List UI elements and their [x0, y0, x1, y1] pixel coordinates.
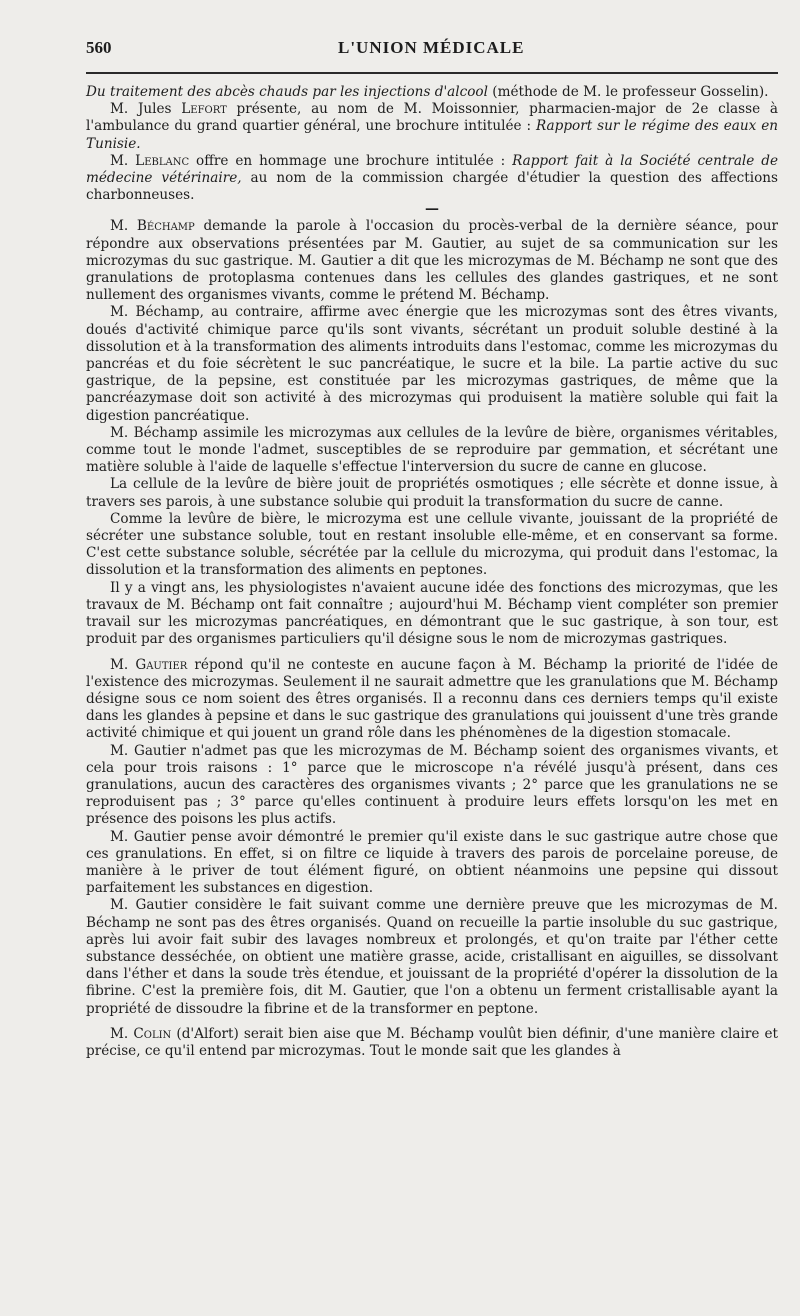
paragraph-gautier-reply: [86, 657, 778, 743]
paragraph-gosselin: [86, 84, 778, 101]
journal-title: L'UNION MÉDICALE: [338, 38, 525, 57]
paragraph-three-reasons: M. Gautier n'admet pas que les microzymas de M. Béchamp soient des organismes vivants, et cela pour trois raisons : 1° parce que le microscope n'a révélé jusqu'à présent, dans ces granulations, aucun des caractères des organismes vivants ; 2° parce que les granulations ne se reproduisent pas ; 3° parce qu'elles continuent à produire leurs effets lorsqu'on les met en présence des poisons les plus actifs.: [86, 742, 778, 828]
speaker-name: Leblanc: [135, 152, 190, 169]
text-run: (d'Alfort) serait bien aise que M. Béchamp voulût bien définir, d'une manière claire et précise, ce qu'il entend par microzymas. Tout le monde sait que les glandes à: [86, 1025, 778, 1059]
text-run: demande la parole à l'occasion du procès-verbal de la dernière séance, pour répondre aux observations présentées par M. Gautier, au sujet de sa communication sur les microzymas du suc gastrique. M. Gautier a dit que les microzymas de M. Béchamp ne sont que des granulations de protoplasma contenues dans les cellules des glandes gastriques, et ne sont nullement des organismes vivants, comme le prétend M. Béchamp.: [86, 218, 778, 304]
paragraph-twenty-years: Il y a vingt ans, les physiologistes n'avaient aucune idée des fonctions des microzymas, que les travaux de M. Béchamp ont fait connaître ; aujourd'hui M. Béchamp vient compléter son premier travail sur les microzymas pancréatiques, en démontrant que le suc gastrique, à son tour, est produit par des organismes particuliers qu'il désigne sous le nom de microzymas gastriques.: [86, 579, 778, 648]
speaker-name: Béchamp: [136, 218, 195, 235]
paragraph-microzyma-cell: Comme la levûre de bière, le microzyma est une cellule vivante, jouissant de la propriété de sécréter une substance soluble, tout en restant insoluble elle-même, et en conservant sa forme. C'est cette substance soluble, sécrétée par la cellule du microzyma, qui produit dans l'estomac, la dissolution et la transformation des aliments en peptones.: [86, 510, 778, 579]
item-detail: (méthode de M. le professeur Gosselin).: [487, 84, 769, 100]
text-run: M.: [110, 1025, 134, 1042]
article-body: [86, 84, 778, 1060]
brochure-title: Rapport sur le régime des eaux en Tunisie.: [86, 118, 778, 152]
text-run: présente, au nom de M. Moissonnier, pharmacien-major de 2e classe à l'ambulance du grand quartier général, une brochure intitulée :: [86, 101, 778, 135]
page-number: 560: [86, 38, 112, 57]
paragraph-last-proof: M. Gautier considère le fait suivant comme une dernière preuve que les microzymas de M. Béchamp ne sont pas des êtres organisés. Quand on recueille la partie insoluble du suc gastrique, après lui avoir fait subir des lavages nombreux et prolongés, et qu'on traite par l'éther cette substance desséchée, on obtient une matière grasse, acide, cristallisant en aiguilles, se dissolvant dans l'éther et dans la soude très étendue, et jouissant de la propriété d'opérer la dissolution de la fibrine. C'est la première fois, dit M. Gautier, que l'on a obtenu un ferment cristallisable ayant la propriété de dissoudre la fibrine et de la transformer en peptone.: [86, 897, 778, 1017]
speaker-name: Colin: [133, 1025, 172, 1042]
speaker-name: Gautier: [135, 656, 188, 673]
page-header: [86, 38, 778, 66]
section-separator: —: [425, 201, 439, 218]
text-run: au nom de la commission chargée d'étudier la question des affections charbonneuses.: [86, 170, 778, 204]
paragraph-yeast-cell: La cellule de la levûre de bière jouit de propriétés osmotiques ; elle sécrète et donne issue, à travers ses parois, à une substance solubie qui produit la transformation du sucre de canne.: [86, 476, 778, 510]
text-run: répond qu'il ne conteste en aucune façon à M. Béchamp la priorité de l'idée de l'existence des microzymas. Seulement il ne saurait admettre que les granulations que M. Béchamp désigne sous ce nom soient des êtres organisés. Il a reconnu dans ces derniers temps qu'il existe dans les glandes à pepsine et dans le suc gastrique des granulations qui jouissent d'une très grande activité chimique et qui jouent un grand rôle dans les phénomènes de la digestion stomacale.: [86, 656, 779, 742]
brochure-title: Rapport fait à la Société centrale de médecine vétérinaire,: [86, 152, 778, 187]
item-title: Du traitement des abcès chauds par les injections d'alcool: [86, 84, 488, 100]
text-run: M. Jules: [110, 101, 182, 118]
paragraph-lefort: [86, 101, 778, 153]
paragraph-leblanc: [86, 153, 778, 205]
text-run: M.: [110, 152, 136, 169]
text-run: M.: [110, 656, 136, 673]
text-run: offre en hommage une brochure intitulée :: [189, 152, 513, 169]
paragraph-bechamp-yeast: M. Béchamp assimile les microzymas aux cellules de la levûre de bière, organismes véritables, comme tout le monde l'admet, susceptibles de se reproduire par gemmation, et sécrétant une matière soluble à l'aide de laquelle s'effectue l'interversion du sucre de canne en glucose.: [86, 424, 778, 476]
speaker-name: Lefort: [181, 101, 227, 118]
paragraph-bechamp-request: [86, 218, 778, 304]
paragraph-colin: [86, 1026, 778, 1060]
text-run: M.: [110, 218, 137, 235]
paragraph-porcelain-filter: M. Gautier pense avoir démontré le premier qu'il existe dans le suc gastrique autre chose que ces granulations. En effet, si on filtre ce liquide à travers des parois de porcelaine poreuse, de manière à le priver de tout élément figuré, on obtient néanmoins une pepsine qui dissout parfaitement les substances en digestion.: [86, 828, 778, 897]
header-rule: [86, 72, 778, 74]
paragraph-bechamp-affirms: M. Béchamp, au contraire, affirme avec énergie que les microzymas sont des êtres vivants, doués d'activité chimique parce qu'ils sont vivants, sécrétant un produit soluble destiné à la dissolution et à la transformation des aliments introduits dans l'estomac, comme les microzymas du pancréas et du foie sécrètent le suc pancréatique, le sucre et la bile. La partie active du suc gastrique, de la pepsine, est constituée par les microzymas gastriques, de même que la pancréazymase doit son activité à des microzymas qui produisent la matière soluble qui fait la digestion pancréatique.: [86, 304, 778, 424]
